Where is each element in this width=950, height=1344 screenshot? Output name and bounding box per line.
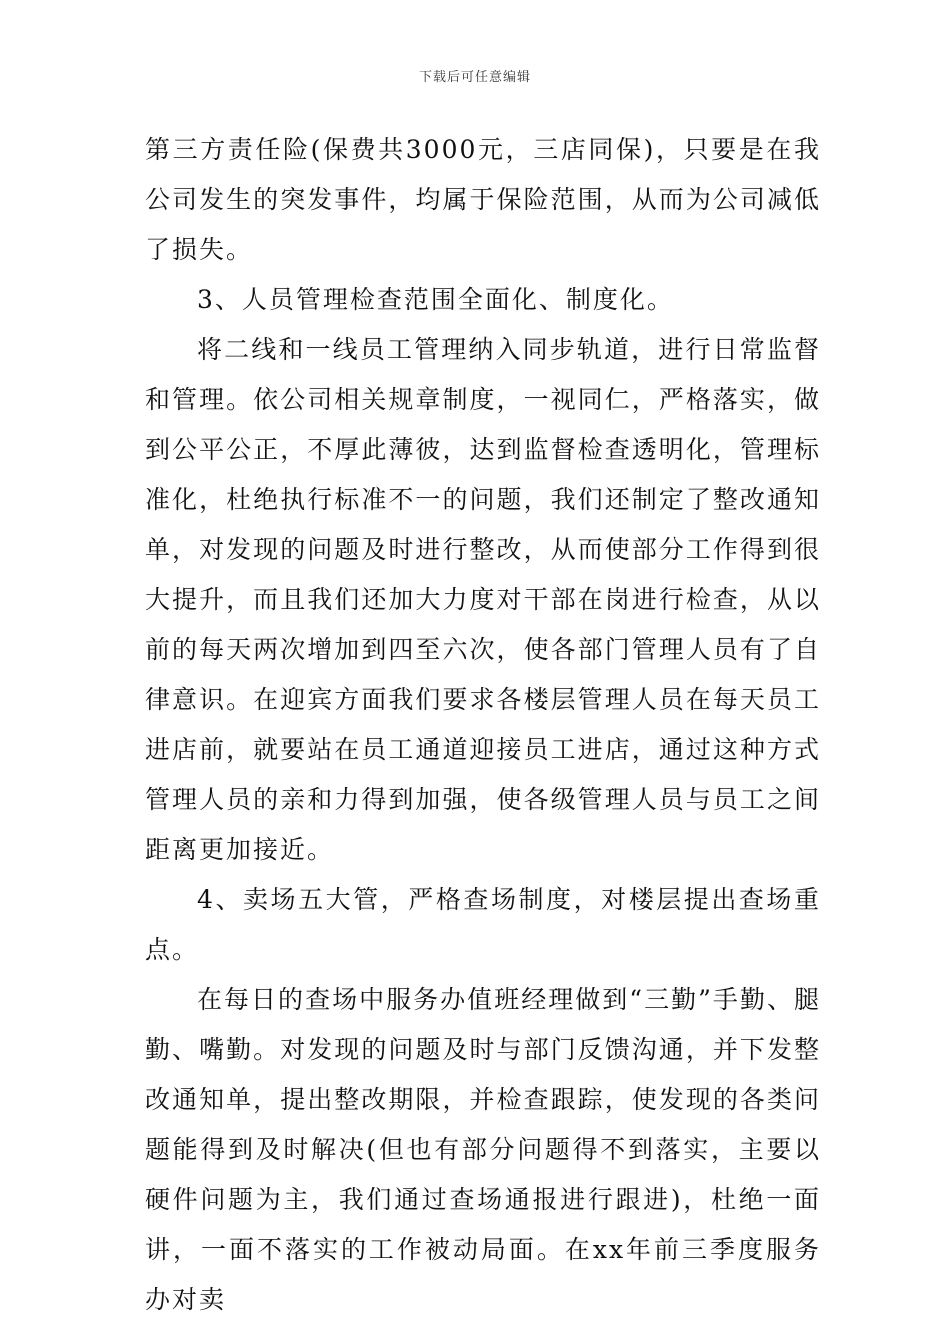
section-heading-3: 3、人员管理检查范围全面化、制度化。 xyxy=(197,285,674,314)
section-heading-4: 4、卖场五大管，严格查场制度，对楼层提出查场重点。 xyxy=(145,885,821,964)
page-header: 下载后可任意编辑 xyxy=(418,70,531,85)
paragraph-insurance: 第三方责任险(保费共3000元，三店同保)，只要是在我公司发生的突发事件，均属于保险范围，从而为公司减低了损失。 xyxy=(145,135,821,264)
paragraph-staff-management: 将二线和一线员工管理纳入同步轨道，进行日常监督和管理。依公司相关规章制度，一视同仁，严格落实，做到公平公正，不厚此薄彼，达到监督检查透明化，管理标准化，杜绝执行标准不一的问题，我们还制定了整改通知单，对发现的问题及时进行整改，从而使部分工作得到很大提升，而且我们还加大力度对干部在岗进行检查，从以前的每天两次增加到四至六次，使各部门管理人员有了自律意识。在迎宾方面我们要求各楼层管理人员在每天员工进店前，就要站在员工通道迎接员工进店，通过这种方式管理人员的亲和力得到加强，使各级管理人员与员工之间距离更加接近。 xyxy=(145,335,821,864)
paragraph-inspection: 在每日的查场中服务办值班经理做到“三勤”手勤、腿勤、嘴勤。对发现的问题及时与部门反馈沟通，并下发整改通知单，提出整改期限，并检查跟踪，使发现的各类问题能得到及时解决(但也有部分问题得不到落实，主要以硬件问题为主，我们通过查场通报进行跟进)，杜绝一面讲，一面不落实的工作被动局面。在xx年前三季度服务办对卖 xyxy=(145,985,821,1314)
document-body xyxy=(145,125,821,1325)
